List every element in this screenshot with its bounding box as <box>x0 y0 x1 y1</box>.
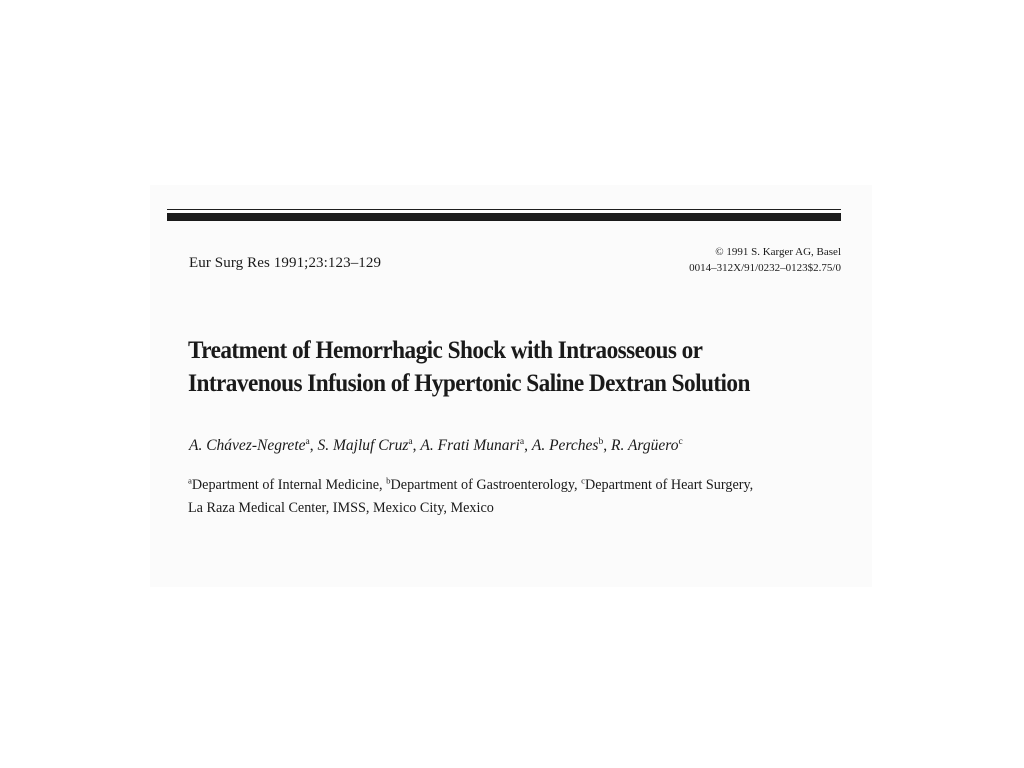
author-name: R. Argüero <box>611 437 679 454</box>
copyright-notice: © 1991 S. Karger AG, Basel <box>715 246 841 258</box>
header-rule-thick <box>167 213 841 221</box>
author-mark: a <box>408 435 413 447</box>
affiliation-text: Department of Internal Medicine, <box>191 477 383 493</box>
author-separator: , <box>603 437 611 454</box>
article-code: 0014–312X/91/0232–0123$2.75/0 <box>689 262 841 274</box>
journal-citation: Eur Surg Res 1991;23:123–129 <box>189 255 382 271</box>
title-line-1: Treatment of Hemorrhagic Shock with Intraosseous or <box>188 337 703 364</box>
affiliations <box>188 474 838 520</box>
author-mark: a <box>305 435 310 447</box>
author-name: A. Frati Munari <box>420 437 520 454</box>
header-rule-thin <box>167 209 841 210</box>
author-mark: a <box>519 435 525 447</box>
affiliation-line-1 <box>188 474 838 497</box>
affiliation-text: Department of Gastroenterology, <box>390 477 578 493</box>
affiliation-mark: b <box>386 475 391 486</box>
author-mark: b <box>598 435 604 447</box>
author-mark: c <box>678 435 683 447</box>
affiliation-line-2: La Raza Medical Center, IMSS, Mexico City, Mexico <box>188 500 494 516</box>
author-separator: , <box>309 437 318 454</box>
copyright-block <box>689 244 841 276</box>
author-name: A. Chávez-Negrete <box>189 437 306 454</box>
author-name: S. Majluf Cruz <box>317 437 409 454</box>
affiliation-mark: a <box>188 475 192 486</box>
author-list <box>189 437 683 455</box>
affiliation-mark: c <box>581 475 585 486</box>
affiliation-text: Department of Heart Surgery, <box>584 477 754 493</box>
author-separator: , <box>412 437 421 454</box>
article-title <box>188 334 802 400</box>
title-line-2: Intravenous Infusion of Hypertonic Saline Dextran Solution <box>188 370 750 397</box>
author-separator: , <box>524 437 532 454</box>
author-name: A. Perches <box>531 437 599 454</box>
